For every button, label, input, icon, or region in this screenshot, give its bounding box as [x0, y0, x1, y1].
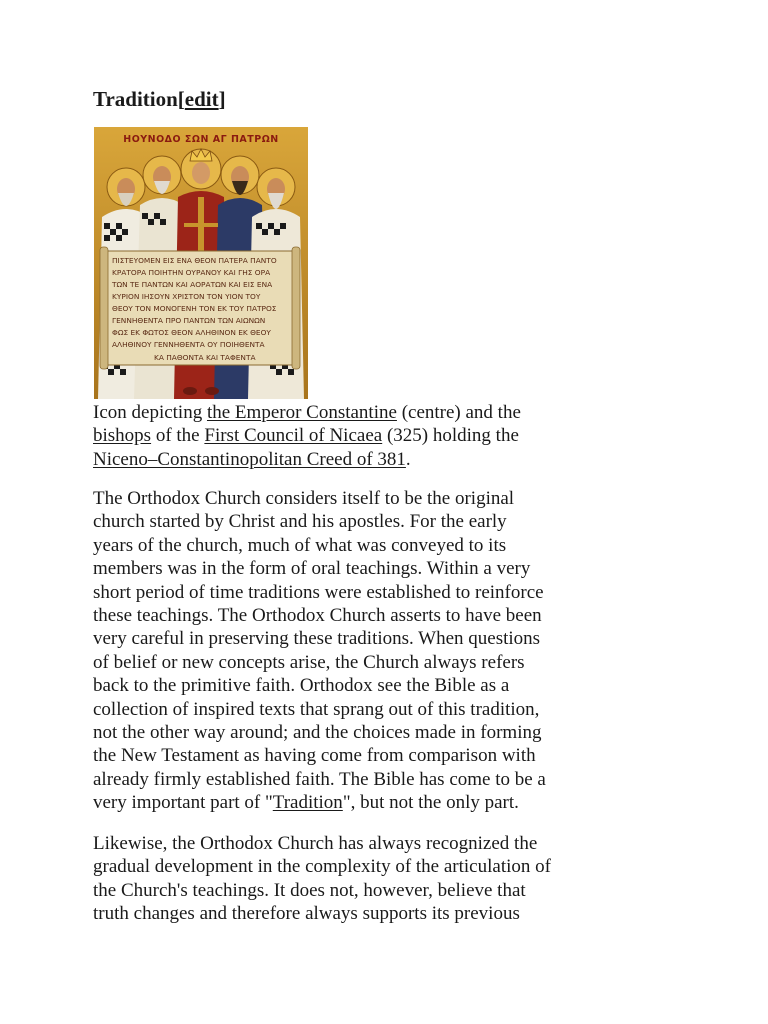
- scroll-roll-left: [100, 247, 108, 369]
- scroll-line: ΚΑ ΠΑΘΟΝΤΑ ΚΑΙ ΤΑΦΕΝΤΑ: [154, 353, 256, 362]
- niceno-constantinopolitan-creed-link[interactable]: Niceno–Constantinopolitan Creed of 381: [93, 448, 406, 470]
- caption-text: .: [405, 448, 411, 470]
- paragraph-line: collection of inspired texts that sprang out of this tradition,: [93, 698, 540, 720]
- edit-link[interactable]: edit: [184, 87, 219, 111]
- scroll-line: ΚΥΡΙΟΝ ΙΗΣΟΥΝ ΧΡΙΣΤΟΝ ΤΟΝ ΥΙΟΝ ΤΟΥ: [112, 292, 261, 301]
- caption-line-3: [93, 448, 683, 471]
- scroll-line: ΘΕΟΥ ΤΟΝ ΜΟΝΟΓΕΝΗ ΤΟΝ ΕΚ ΤΟΥ ΠΑΤΡΟΣ: [112, 304, 277, 313]
- paragraph-text: ", but not the only part.: [342, 792, 519, 814]
- section-heading: [93, 84, 226, 114]
- caption-text: Icon depicting: [93, 402, 207, 423]
- paragraph-line: members was in the form of oral teachings. Within a very: [93, 558, 531, 580]
- scroll-line: ΑΛΗΘΙΝΟΥ ΓΕΝΝΗΘΕΝΤΑ ΟΥ ΠΟΙΗΘΕΝΤΑ: [112, 340, 265, 349]
- caption-line-1: [93, 401, 683, 424]
- paragraph-line: church started by Christ and his apostles. For the early: [93, 511, 507, 533]
- paragraph-line: Likewise, the Orthodox Church has always recognized the: [93, 833, 538, 854]
- section-heading-text: Tradition: [93, 87, 178, 111]
- paragraph-line: not the other way around; and the choices made in forming: [93, 722, 542, 744]
- paragraph-line: back to the primitive faith. Orthodox see the Bible as a: [93, 675, 510, 697]
- edit-bracket-open: [: [177, 87, 185, 111]
- scroll-line: ΤΩΝ ΤΕ ΠΑΝΤΩΝ ΚΑΙ ΑΟΡΑΤΩΝ ΚΑΙ ΕΙΣ ΕΝΑ: [112, 280, 273, 289]
- caption-text: of the: [151, 425, 205, 447]
- emperor-constantine-link[interactable]: the Emperor Constantine: [206, 402, 397, 423]
- caption-text: (325) holding the: [382, 425, 519, 447]
- paragraph-last-line: [93, 791, 683, 814]
- paragraph-line: of belief or new concepts arise, the Church always refers: [93, 651, 525, 673]
- caption-text: (centre) and the: [396, 402, 521, 423]
- scroll-roll-right: [292, 247, 300, 369]
- scroll-line: ΚΡΑΤΟΡΑ ΠΟΙΗΤΗΝ ΟΥΡΑΝΟΥ ΚΑΙ ΓΗΣ ΟΡΑ: [112, 268, 271, 277]
- paragraph-line: these teachings. The Orthodox Church asserts to have been: [93, 605, 542, 627]
- icon-inscription: ΗΟΥΝΟΔΟ ΣΩΝ ΑΓ ΠΑΤΡΩΝ: [123, 134, 279, 145]
- bishops-link[interactable]: bishops: [93, 425, 152, 447]
- paragraph-line: the Church's teachings. It does not, however, believe that: [93, 879, 526, 901]
- paragraph-line: years of the church, much of what was conveyed to its: [93, 534, 507, 556]
- paragraph-line: The Orthodox Church considers itself to be the original: [93, 488, 515, 509]
- paragraph-line: very careful in preserving these traditions. When questions: [93, 628, 541, 650]
- council-icon-image[interactable]: [94, 127, 308, 399]
- first-council-of-nicaea-link[interactable]: First Council of Nicaea: [204, 425, 383, 447]
- paragraph-line: gradual development in the complexity of the articulation of: [93, 856, 551, 878]
- scroll-text: [111, 256, 277, 362]
- paragraph-line: the New Testament as having come from comparison with: [93, 745, 536, 767]
- paragraph-line: truth changes and therefore always supports its previous: [93, 903, 520, 925]
- figure-caption: [93, 401, 683, 471]
- paragraph-line: short period of time traditions were established to reinforce: [93, 581, 544, 603]
- paragraph-2: [93, 832, 683, 926]
- face-3: [192, 162, 210, 184]
- paragraph-text: very important part of ": [93, 792, 273, 814]
- paragraph-1: [93, 487, 683, 815]
- tradition-link[interactable]: Tradition: [272, 792, 343, 814]
- scroll-line: ΦΩΣ ΕΚ ΦΩΤΟΣ ΘΕΟΝ ΑΛΗΘΙΝΟΝ ΕΚ ΘΕΟΥ: [112, 328, 271, 337]
- caption-line-2: [93, 424, 683, 447]
- scroll-line: ΠΙΣΤΕΥΟΜΕΝ ΕΙΣ ΕΝΑ ΘΕΟΝ ΠΑΤΕΡΑ ΠΑΝΤΟ: [112, 256, 277, 265]
- scroll-line: ΓΕΝΝΗΘΕΝΤΑ ΠΡΟ ΠΑΝΤΩΝ ΤΩΝ ΑΙΩΝΩΝ: [112, 316, 266, 325]
- council-icon-illustration: [94, 127, 308, 399]
- paragraph-line: already firmly established faith. The Bible has come to be a: [93, 768, 546, 790]
- edit-bracket-close: ]: [218, 87, 226, 111]
